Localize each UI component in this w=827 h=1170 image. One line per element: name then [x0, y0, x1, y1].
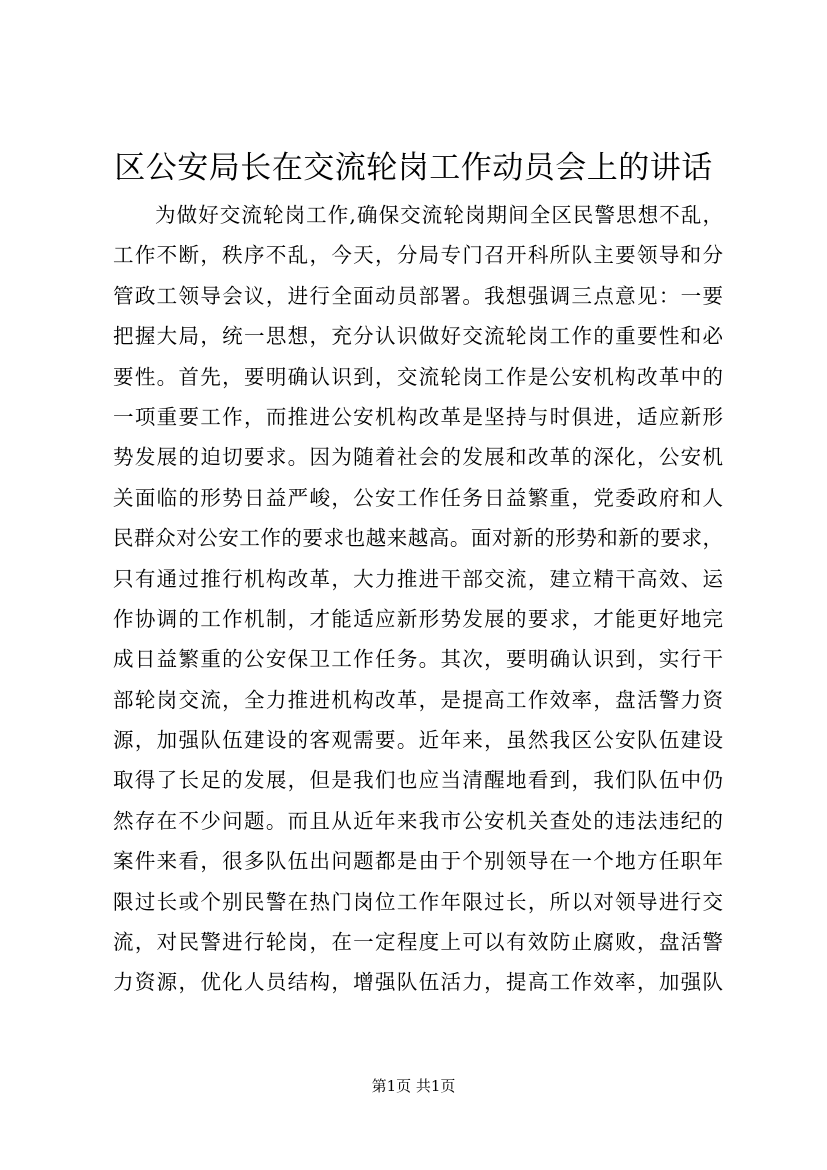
body-line: 为做好交流轮岗工作,确保交流轮岗期间全区民警思想不乱，	[155, 203, 723, 227]
body-line: 力资源，优化人员结构，增强队伍活力，提高工作效率，加强队	[113, 970, 723, 995]
body-line: 势发展的迫切要求。因为随着社会的发展和改革的深化，公安机	[113, 445, 723, 470]
body-line: 流，对民警进行轮岗，在一定程度上可以有效防止腐败，盘活警	[113, 930, 723, 955]
body-line: 案件来看，很多队伍出问题都是由于个别领导在一个地方任职年	[113, 849, 723, 874]
body-line: 部轮岗交流，全力推进机构改革，是提高工作效率，盘活警力资	[113, 687, 723, 712]
document-title: 区公安局长在交流轮岗工作动员会上的讲话	[114, 150, 713, 186]
body-line: 民群众对公安工作的要求也越来越高。面对新的形势和新的要求，	[113, 526, 723, 551]
body-line: 限过长或个别民警在热门岗位工作年限过长，所以对领导进行交	[113, 889, 723, 914]
body-line: 只有通过推行机构改革，大力推进干部交流，建立精干高效、运	[113, 566, 723, 591]
page-number-footer: 第1页 共1页	[371, 1077, 456, 1095]
body-line: 管政工领导会议，进行全面动员部署。我想强调三点意见：一要	[113, 283, 723, 308]
body-line: 取得了长足的发展，但是我们也应当清醒地看到，我们队伍中仍	[113, 768, 723, 793]
body-line: 然存在不少问题。而且从近年来我市公安机关查处的违法违纪的	[113, 808, 723, 833]
body-line: 成日益繁重的公安保卫工作任务。其次，要明确认识到，实行干	[113, 647, 723, 672]
document-body	[113, 195, 723, 1003]
body-line: 工作不断，秩序不乱，今天，分局专门召开科所队主要领导和分	[113, 243, 723, 268]
body-line: 源，加强队伍建设的客观需要。近年来，虽然我区公安队伍建设	[113, 728, 723, 753]
body-line: 把握大局，统一思想，充分认识做好交流轮岗工作的重要性和必	[113, 324, 723, 349]
body-line: 关面临的形势日益严峻，公安工作任务日益繁重，党委政府和人	[113, 485, 723, 510]
body-line: 要性。首先，要明确认识到，交流轮岗工作是公安机构改革中的	[113, 364, 723, 389]
body-line: 作协调的工作机制，才能适应新形势发展的要求，才能更好地完	[113, 606, 723, 631]
body-line: 一项重要工作，而推进公安机构改革是坚持与时俱进，适应新形	[113, 404, 723, 429]
